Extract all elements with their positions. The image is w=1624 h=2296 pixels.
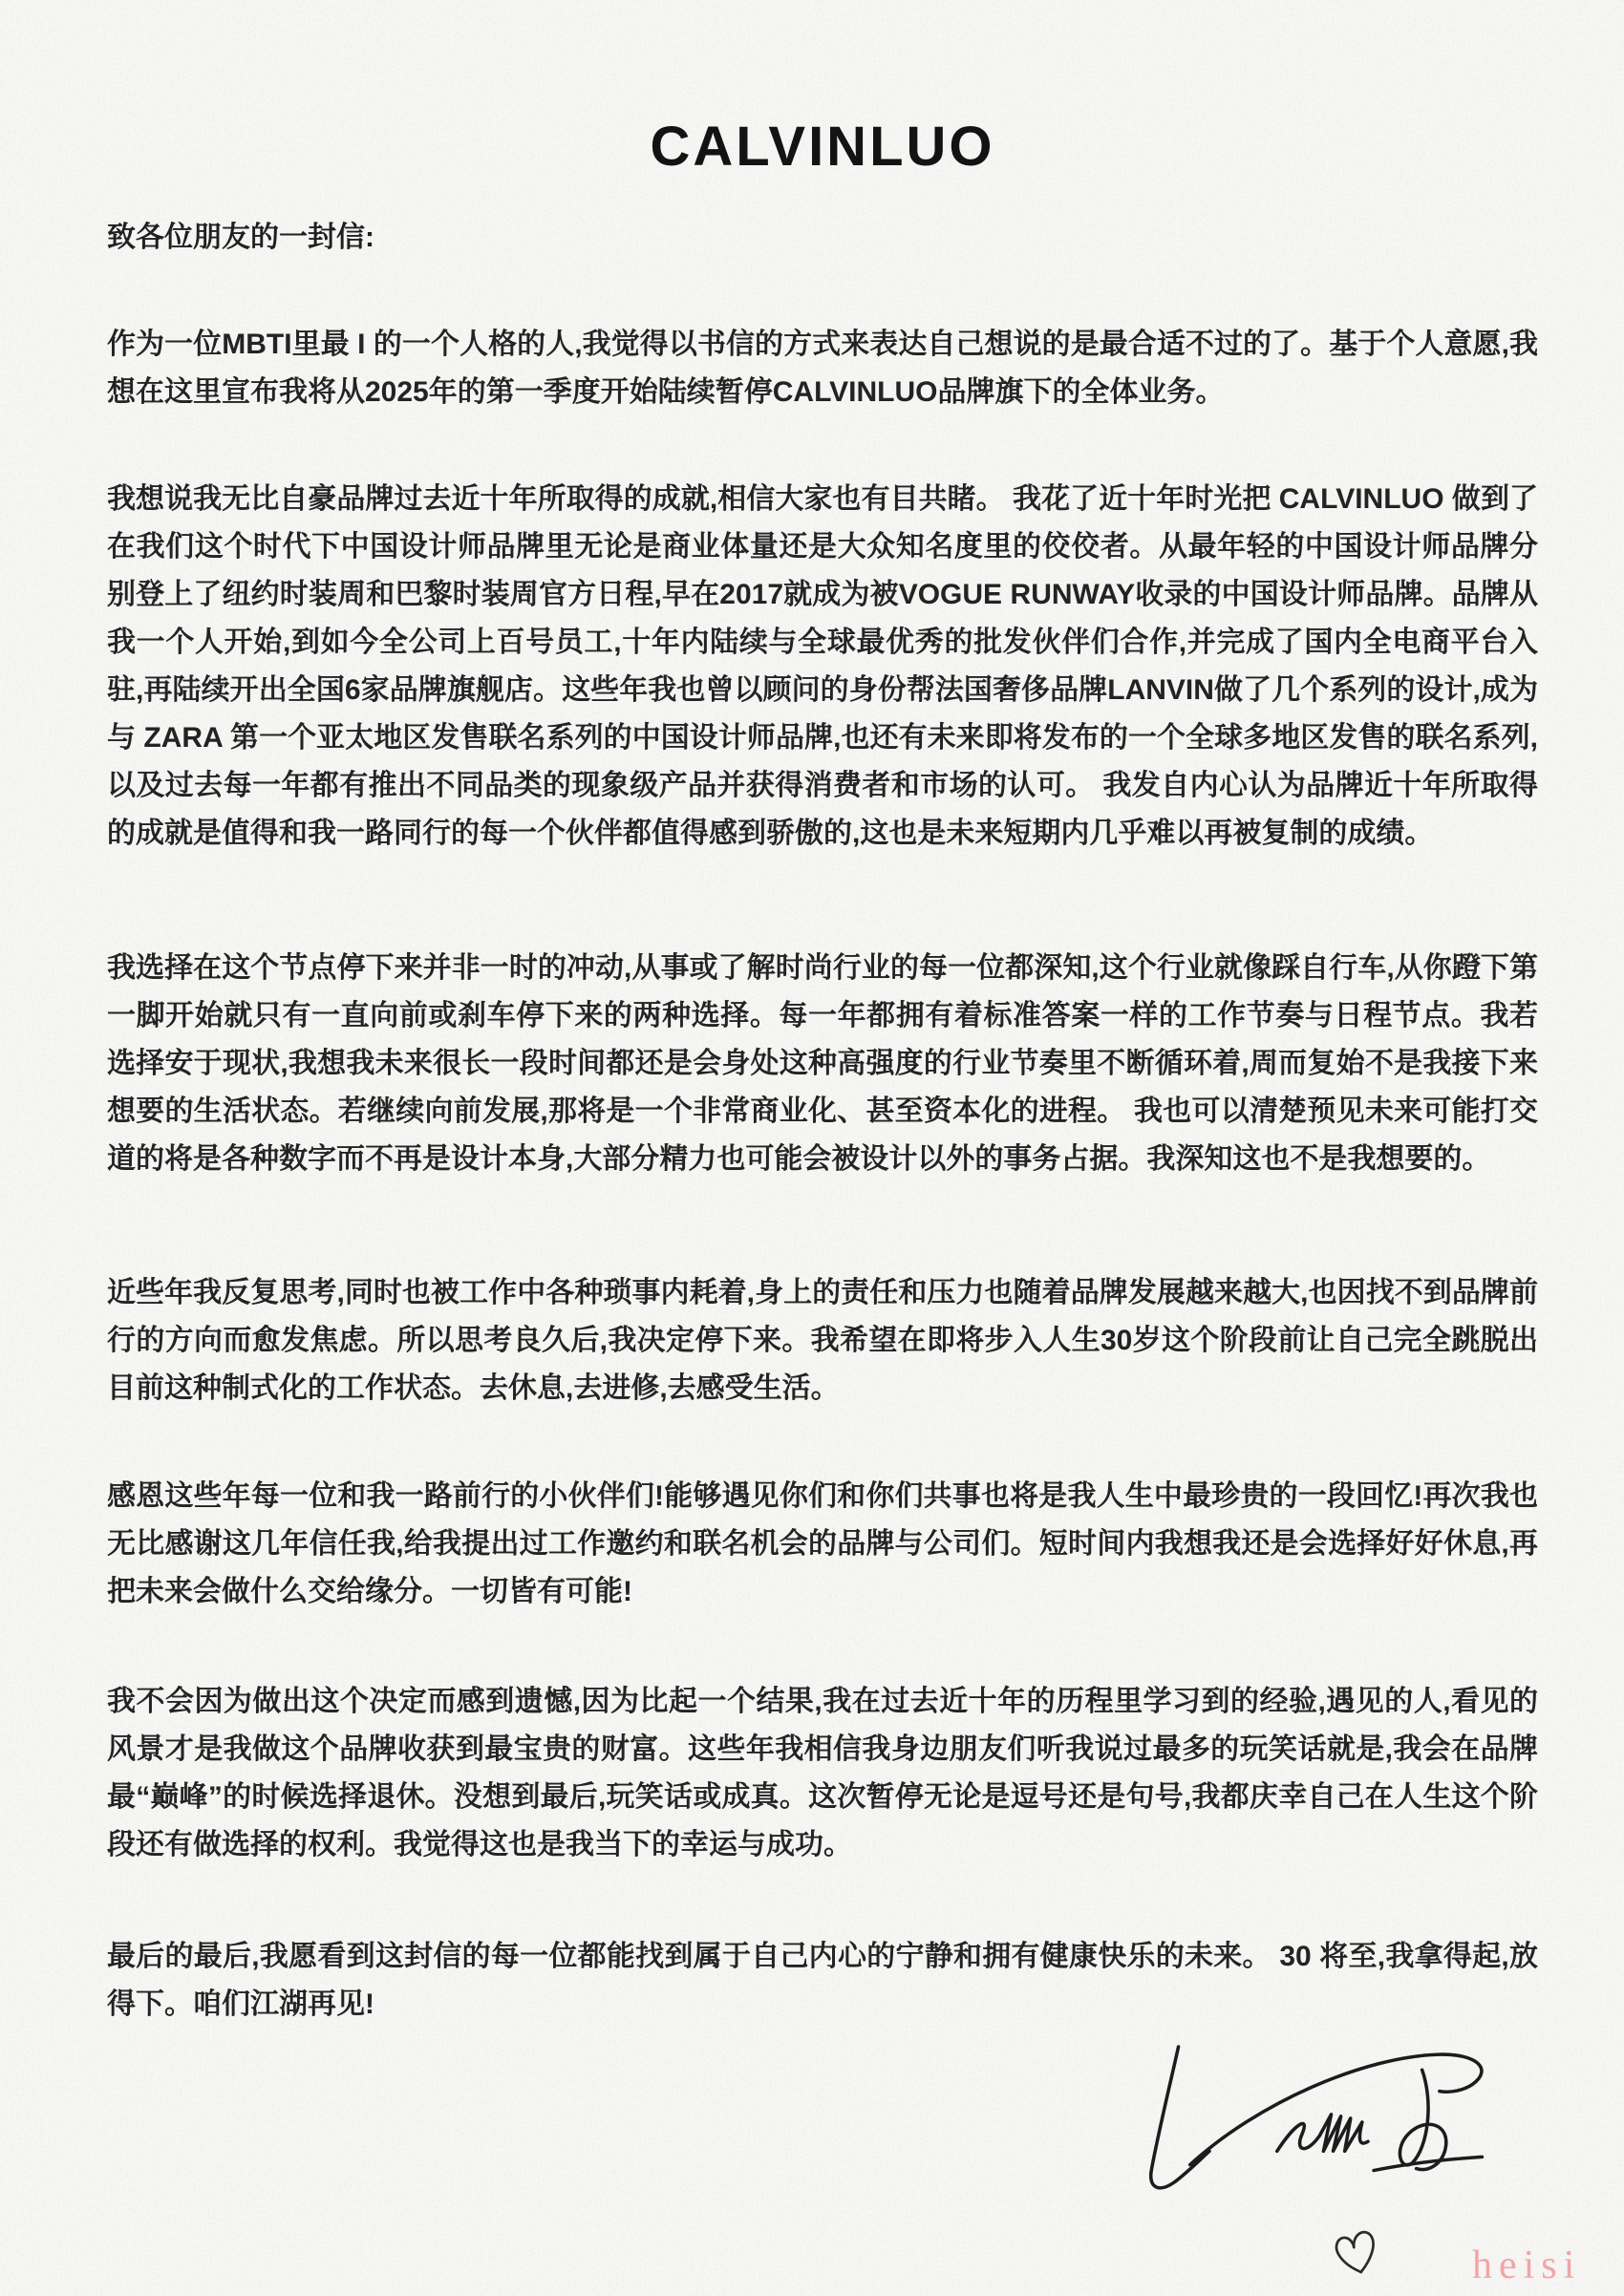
letter-paragraph: 近些年我反复思考,同时也被工作中各种琐事内耗着,身上的责任和压力也随着品牌发展越来越大,也因找不到品牌前行的方向而愈发焦虑。所以思考良久后,我决定停下来。我希望在即将步入人生30岁这个阶段前让自己完全跳脱出目前这种制式化的工作状态。去休息,去进修,去感受生活。: [107, 1277, 1538, 1404]
watermark: heisi: [1472, 2243, 1582, 2287]
letter-paragraph: 我不会因为做出这个决定而感到遗憾,因为比起一个结果,我在过去近十年的历程里学习到的经验,遇见的人,看见的风景才是我做这个品牌收获到最宝贵的财富。这些年我相信我身边朋友们听我说过最多的玩笑话就是,我会在品牌最“巅峰”的时候选择退休。没想到最后,玩笑话或成真。这次暂停无论是逗号还是句号,我都庆幸自己在人生这个阶段还有做选择的权利。我觉得这也是我当下的幸运与成功。: [107, 1686, 1538, 1860]
signature-scribble-icon: [1132, 2040, 1528, 2210]
letter-salutation: 致各位朋友的一封信:: [107, 222, 374, 253]
letter-paragraph: 我想说我无比自豪品牌过去近十年所取得的成就,相信大家也有目共睹。 我花了近十年时光把 CALVINLUO 做到了在我们这个时代下中国设计师品牌里无论是商业体量还是大众知名度里的佼佼者。从最年轻的中国设计师品牌分别登上了纽约时装周和巴黎时装周官方日程,早在2017就成为被VOGUE RUNWAY收录的中国设计师品牌。品牌从我一个人开始,到如今全公司上百号员工,十年内陆续与全球最优秀的批发伙伴们合作,并完成了国内全电商平台入驻,再陆续开出全国6家品牌旗舰店。这些年我也曾以顾问的身份帮法国奢侈品牌LANVIN做了几个系列的设计,成为与 ZARA 第一个亚太地区发售联名系列的中国设计师品牌,也还有未来即将发布的一个全球多地区发售的联名系列,以及过去每一年都有推出不同品类的现象级产品并获得消费者和市场的认可。 我发自内心认为品牌近十年所取得的成就是值得和我一路同行的每一个伙伴都值得感到骄傲的,这也是未来短期内几乎难以再被复制的成绩。: [107, 483, 1538, 849]
letter-paragraph: 感恩这些年每一位和我一路前行的小伙伴们!能够遇见你们和你们共事也将是我人生中最珍贵的一段回忆!再次我也无比感谢这几年信任我,给我提出过工作邀约和联名机会的品牌与公司们。短时间内我想我还是会选择好好休息,再把未来会做什么交给缘分。一切皆有可能!: [107, 1480, 1538, 1607]
letter-paragraph: 作为一位MBTI里最 I 的一个人格的人,我觉得以书信的方式来表达自己想说的是最合适不过的了。基于个人意愿,我想在这里宣布我将从2025年的第一季度开始陆续暂停CALVINLUO品牌旗下的全体业务。: [107, 329, 1538, 408]
letter-paragraph: 最后的最后,我愿看到这封信的每一位都能找到属于自己内心的宁静和拥有健康快乐的未来。 30 将至,我拿得起,放得下。咱们江湖再见!: [107, 1941, 1538, 2020]
letter-body: [107, 0, 1538, 2029]
brand-logo: CALVINLUO: [650, 116, 995, 178]
letter-paragraph: 我选择在这个节点停下来并非一时的冲动,从事或了解时尚行业的每一位都深知,这个行业就像踩自行车,从你蹬下第一脚开始就只有一直向前或刹车停下来的两种选择。每一年都拥有着标准答案一样的工作节奏与日程节点。我若选择安于现状,我想我未来很长一段时间都还是会身处这种高强度的行业节奏里不断循环着,周而复始不是我接下来想要的生活状态。若继续向前发展,那将是一个非常商业化、甚至资本化的进程。 我也可以清楚预见未来可能打交道的将是各种数字而不再是设计本身,大部分精力也可能会被设计以外的事务占据。我深知这也不是我想要的。: [107, 952, 1538, 1175]
